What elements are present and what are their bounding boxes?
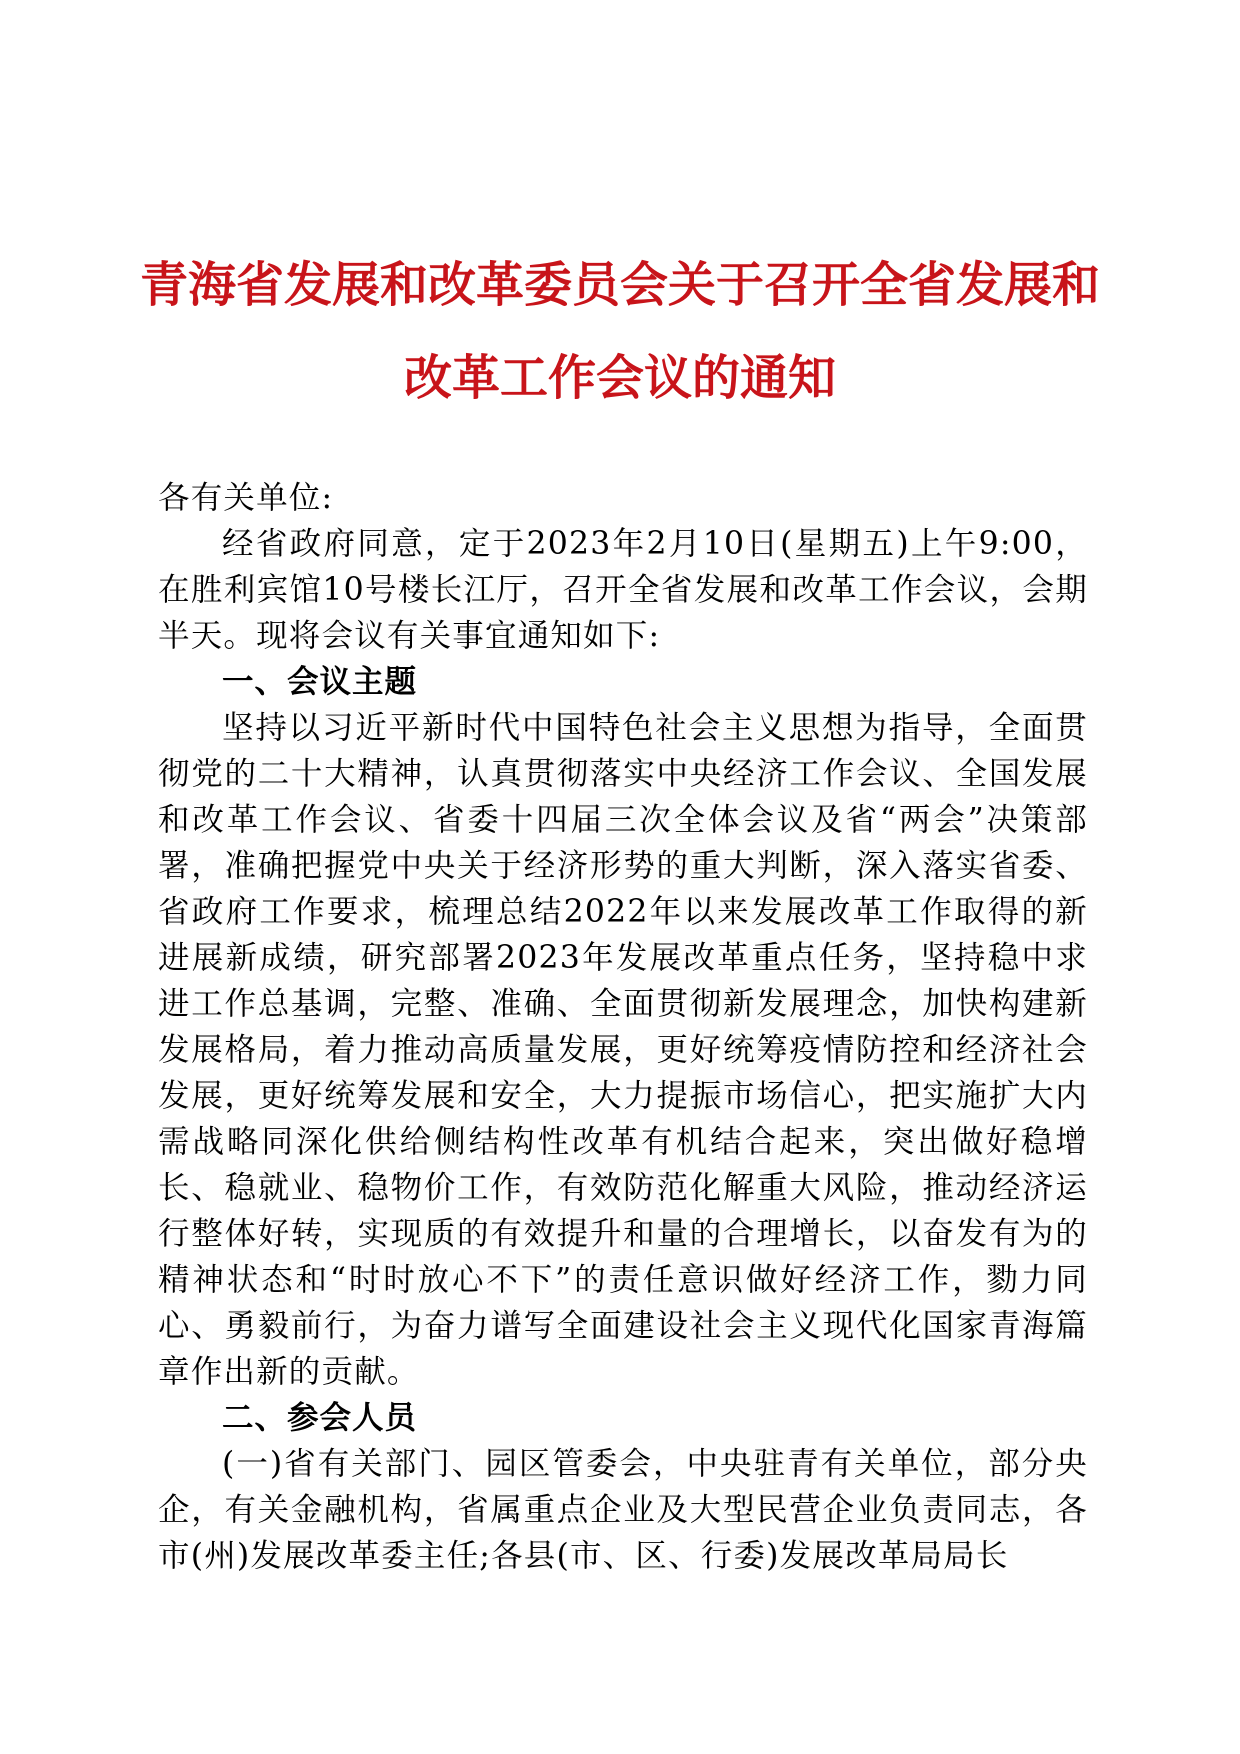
document-title-line-1: 青海省发展和改革委员会关于召开全省发展和 [139,257,1100,313]
intro-paragraph: 经省政府同意，定于2023年2月10日(星期五)上午9:00，在胜利宾馆10号楼长江厅，召开全省发展和改革工作会议，会期半天。现将会议有关事宜通知如下: [158,526,1088,654]
document-body [158,475,1088,1579]
salutation: 各有关单位: [158,480,334,516]
attendees-paragraph: (一)省有关部门、园区管委会，中央驻青有关单位，部分央企，有关金融机构，省属重点企业及大型民营企业负责同志，各市(州)发展改革委主任;各县(市、区、行委)发展改革局局长 [158,1446,1088,1574]
document-title-line-2: 改革工作会议的通知 [403,350,836,406]
section-heading-meeting-theme: 一、会议主题 [222,664,418,700]
section-heading-attendees: 二、参会人员 [222,1400,418,1436]
meeting-theme-paragraph: 坚持以习近平新时代中国特色社会主义思想为指导，全面贯彻党的二十大精神，认真贯彻落实中央经济工作会议、全国发展和改革工作会议、省委十四届三次全体会议及省“两会”决策部署，准确把握党中央关于经济形势的重大判断，深入落实省委、省政府工作要求，梳理总结2022年以来发展改革工作取得的新进展新成绩，研究部署2023年发展改革重点任务，坚持稳中求进工作总基调，完整、准确、全面贯彻新发展理念，加快构建新发展格局，着力推动高质量发展，更好统筹疫情防控和经济社会发展，更好统筹发展和安全，大力提振市场信心，把实施扩大内需战略同深化供给侧结构性改革有机结合起来，突出做好稳增长、稳就业、稳物价工作，有效防范化解重大风险，推动经济运行整体好转，实现质的有效提升和量的合理增长，以奋发有为的精神状态和“时时放心不下”的责任意识做好经济工作，勠力同心、勇毅前行，为奋力谱写全面建设社会主义现代化国家青海篇章作出新的贡献。 [158,710,1088,1390]
